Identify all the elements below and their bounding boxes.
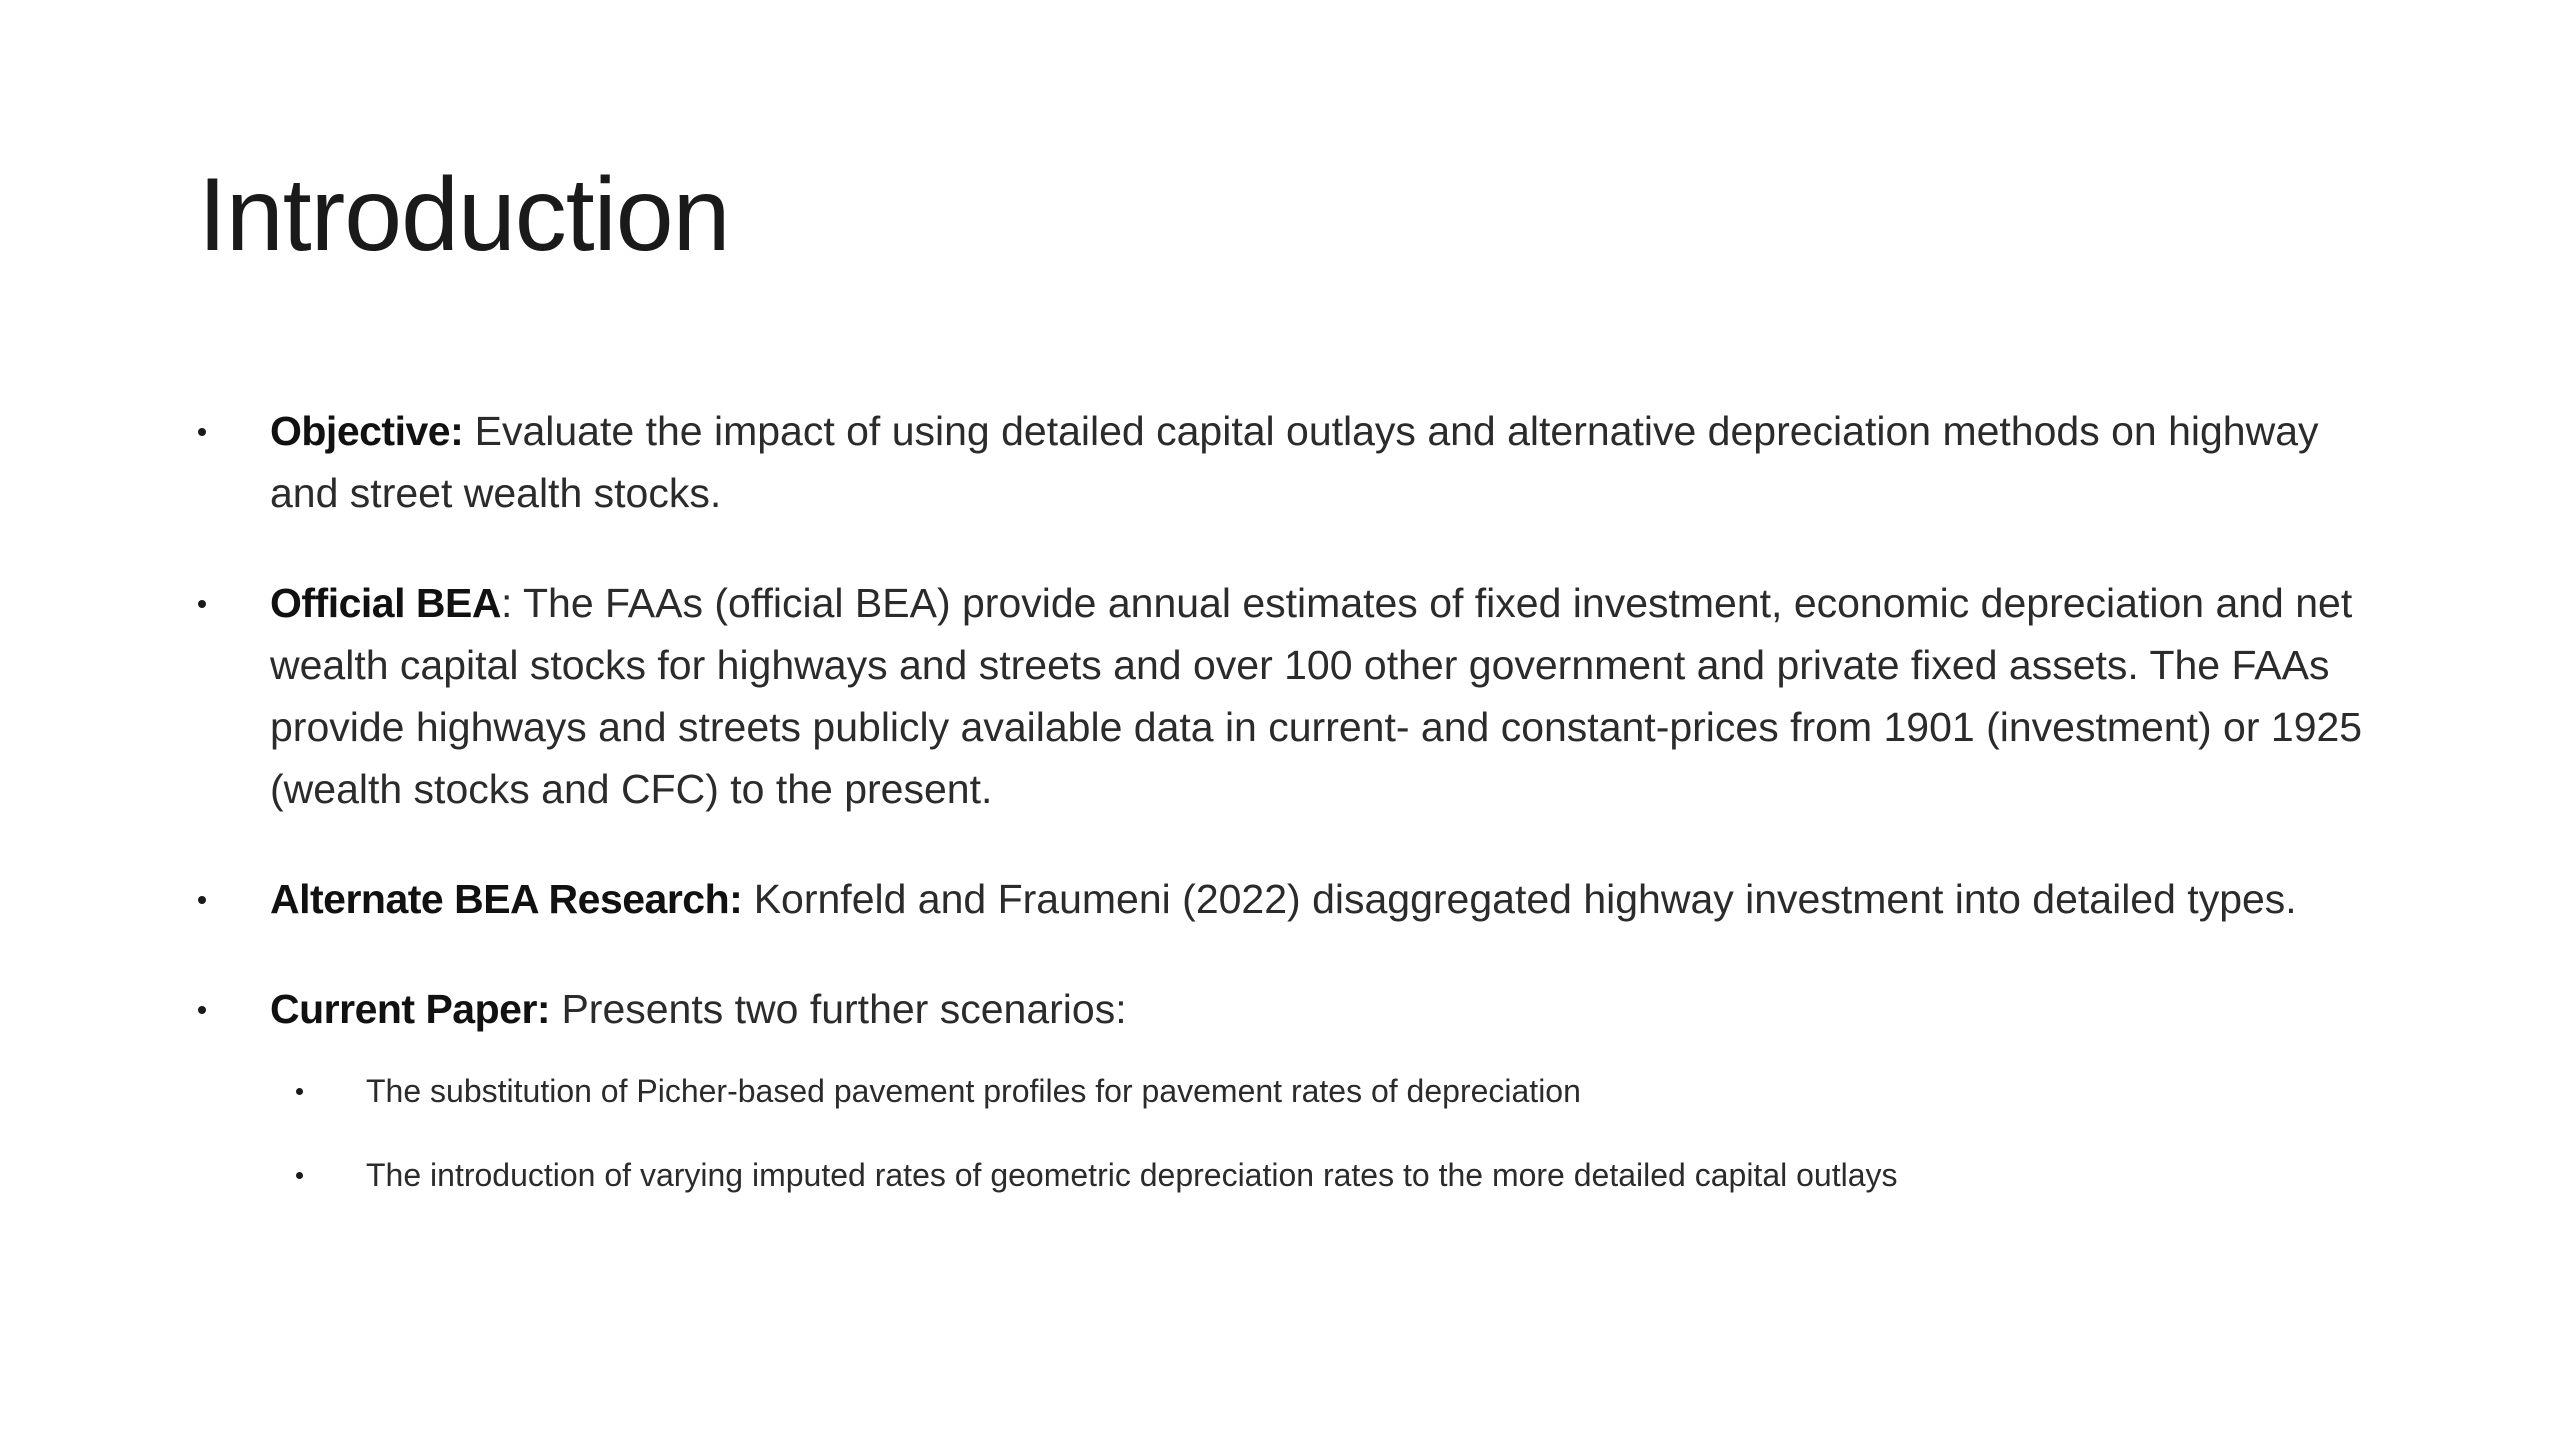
bullet-alternate-bea-research bbox=[198, 868, 2378, 930]
bullet-list bbox=[198, 400, 2378, 1234]
bullet-lead: Current Paper: bbox=[270, 986, 551, 1032]
bullet-lead: Objective: bbox=[270, 408, 464, 454]
bullet-text: Kornfeld and Fraumeni (2022) disaggregated highway investment into detailed types. bbox=[742, 876, 2297, 922]
sub-bullet-geometric-depreciation: The introduction of varying imputed rates of geometric depreciation rates to the more detailed capital outlays bbox=[198, 1150, 2378, 1200]
bullet-text: Presents two further scenarios: bbox=[550, 986, 1127, 1032]
slide-title: Introduction bbox=[198, 157, 730, 273]
bullet-text: Evaluate the impact of using detailed capital outlays and alternative depreciation methods on highway and street wealth stocks. bbox=[270, 408, 2319, 516]
bullet-lead: Alternate BEA Research: bbox=[270, 876, 743, 922]
bullet-objective bbox=[198, 400, 2378, 524]
bullet-lead: Official BEA bbox=[270, 580, 501, 626]
sub-bullet-pavement-profiles: The substitution of Picher-based pavement profiles for pavement rates of depreciation bbox=[198, 1066, 2378, 1116]
sub-bullet-list bbox=[270, 1066, 2378, 1200]
bullet-current-paper bbox=[198, 978, 2378, 1200]
bullet-official-bea bbox=[198, 572, 2378, 820]
bullet-text: : The FAAs (official BEA) provide annual estimates of fixed investment, economic depreciation and net wealth capital stocks for highways and streets and over 100 other government and private fixed assets. The FAAs provide highways and streets publicly available data in current- and constant-prices from 1901 (investment) or 1925 (wealth stocks and CFC) to the present. bbox=[270, 580, 2363, 812]
